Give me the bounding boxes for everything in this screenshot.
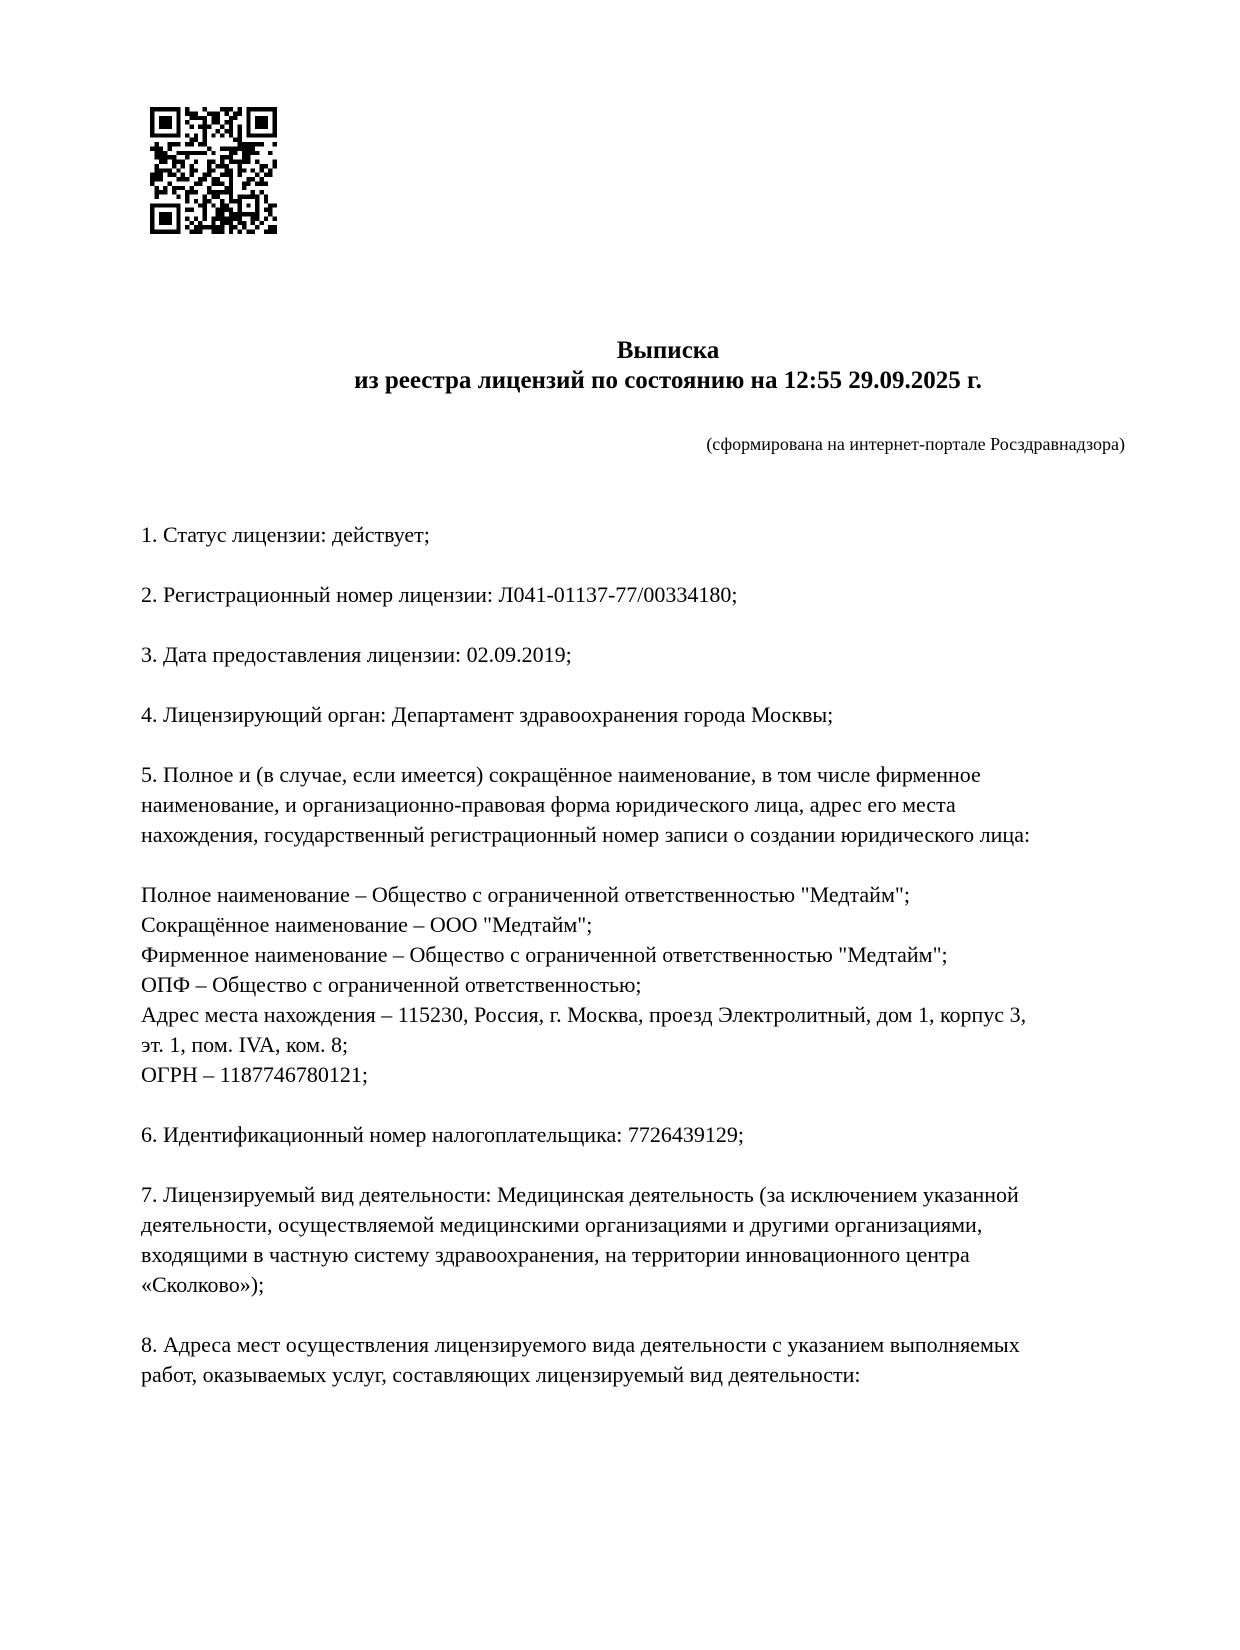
paragraph-activity-type [141,1180,1131,1300]
document-title [141,336,1195,396]
text-line: 4. Лицензирующий орган: Департамент здравоохранения города Москвы; [141,702,834,727]
paragraph-grant-date [141,640,1131,670]
text-line: Адрес места нахождения – 115230, Россия, г. Москва, проезд Электролитный, дом 1, корпус 3, [141,1002,1027,1027]
paragraph-status [141,520,1131,550]
paragraph-reg-number [141,580,1131,610]
paragraph-entity-details [141,880,1131,1090]
paragraph-entity-names-intro [141,760,1131,850]
qr-code-icon [150,107,277,234]
document-subtitle: (сформирована на интернет-портале Росздравнадзора) [706,434,1125,454]
text-line: 1. Статус лицензии: действует; [141,522,430,547]
paragraph-addresses-intro [141,1330,1131,1390]
text-line: работ, оказываемых услуг, составляющих лицензируемый вид деятельности: [141,1362,861,1387]
text-line: деятельности, осуществляемой медицинскими организациями и другими организациями, [141,1212,983,1237]
title-line-1: Выписка [616,337,720,364]
title-line-2: из реестра лицензий по состоянию на 12:55 29.09.2025 г. [354,367,982,394]
text-line: ОПФ – Общество с ограниченной ответственностью; [141,972,642,997]
text-line: 2. Регистрационный номер лицензии: Л041-01137-77/00334180; [141,582,738,607]
qr-code-image [150,107,277,234]
text-line: Фирменное наименование – Общество с ограниченной ответственностью "Медтайм"; [141,942,948,967]
document-body [141,520,1131,1420]
paragraph-inn [141,1120,1131,1150]
text-line: эт. 1, пом. IVA, ком. 8; [141,1032,349,1057]
text-line: входящими в частную систему здравоохранения, на территории инновационного центра [141,1242,970,1267]
text-line: 7. Лицензируемый вид деятельности: Медицинская деятельность (за исключением указанной [141,1182,1019,1207]
text-line: 8. Адреса мест осуществления лицензируемого вида деятельности с указанием выполняемых [141,1332,1020,1357]
text-line: наименование, и организационно-правовая форма юридического лица, адрес его места [141,792,956,817]
text-line: 6. Идентификационный номер налогоплательщика: 7726439129; [141,1122,744,1147]
text-line: 5. Полное и (в случае, если имеется) сокращённое наименование, в том числе фирменное [141,762,981,787]
text-line: ОГРН – 1187746780121; [141,1062,369,1087]
paragraph-licensing-authority [141,700,1131,730]
text-line: Полное наименование – Общество с ограниченной ответственностью "Медтайм"; [141,882,910,907]
text-line: Сокращённое наименование – ООО "Медтайм"; [141,912,593,937]
text-line: «Сколково»); [141,1272,265,1297]
text-line: нахождения, государственный регистрационный номер записи о создании юридического лица: [141,822,1031,847]
text-line: 3. Дата предоставления лицензии: 02.09.2019; [141,642,572,667]
